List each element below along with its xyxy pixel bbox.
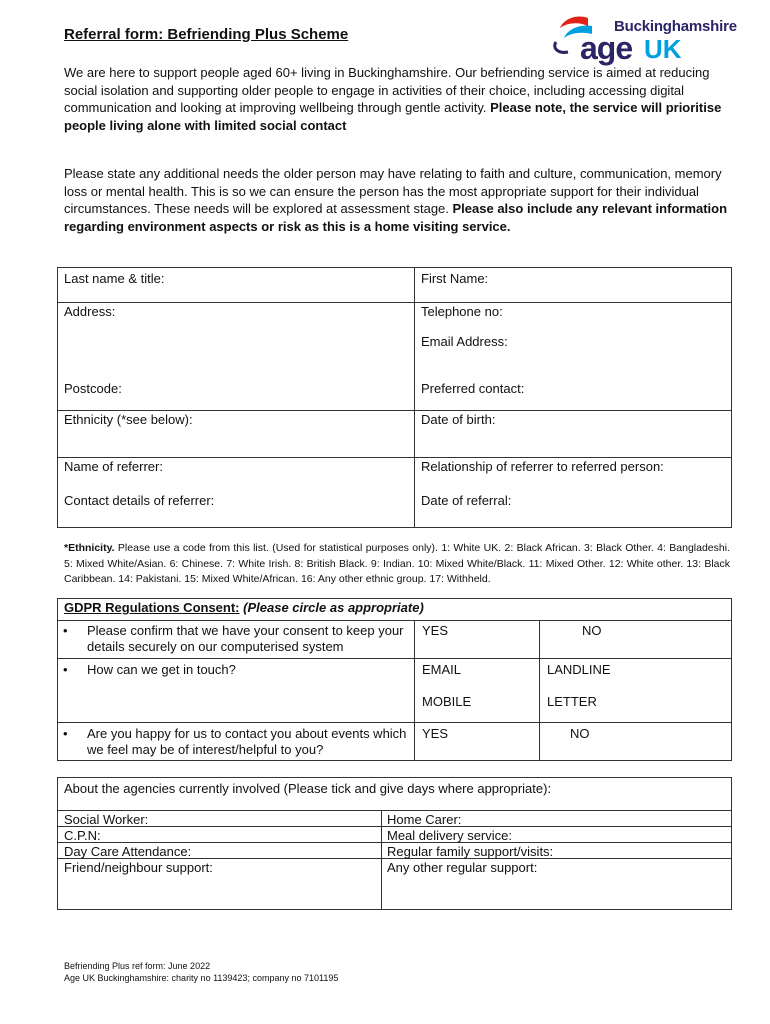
- gdpr-q1-no-label: NO: [582, 623, 602, 638]
- agency-right-label: Regular family support/visits:: [387, 844, 554, 859]
- gdpr-q3-no-option[interactable]: [540, 723, 732, 761]
- form-title: Referral form: Befriending Plus Scheme: [64, 26, 349, 43]
- dob-label: Date of birth:: [421, 412, 496, 427]
- email-label: Email Address:: [421, 334, 508, 349]
- intro-paragraph-1: We are here to support people aged 60+ living in Buckinghamshire. Our befriending service is aimed at reducing social isolation and supporting older people to engage in activities of their choice, including accessing digital communication and looking at improving wellbeing through gentle activity. Please note, the service will prioritise people living alone with limited social contact: [64, 65, 722, 133]
- gdpr-q3-yes-label: YES: [422, 726, 449, 741]
- agency-right-label: Meal delivery service:: [387, 828, 512, 843]
- gdpr-q1-no-option[interactable]: [540, 621, 732, 659]
- postcode-label: Postcode:: [64, 381, 122, 396]
- agency-left-label: Day Care Attendance:: [64, 844, 192, 859]
- personal-details-table: [57, 267, 732, 528]
- address-label: Address:: [64, 304, 116, 319]
- referrer-contact-label: Contact details of referrer:: [64, 493, 215, 508]
- agency-cpn-cell[interactable]: [58, 827, 382, 843]
- last-name-label: Last name & title:: [64, 271, 165, 286]
- logo-uk-text: UK: [644, 34, 682, 64]
- telephone-label: Telephone no:: [421, 304, 503, 319]
- agency-left-label: Social Worker:: [64, 812, 149, 827]
- referrer-name-label: Name of referrer:: [64, 459, 163, 474]
- footer-charity-info: Age UK Buckinghamshire: charity no 1139423; company no 7101195: [64, 973, 339, 983]
- page-footer: [64, 960, 338, 984]
- gdpr-q2-mobile-label: MOBILE: [422, 694, 472, 709]
- agency-left-label: C.P.N:: [64, 828, 101, 843]
- gdpr-heading: GDPR Regulations Consent: (Please circle as appropriate): [64, 600, 424, 615]
- gdpr-q2-email-label: EMAIL: [422, 662, 462, 677]
- relationship-label: Relationship of referrer to referred person:: [421, 459, 664, 474]
- gdpr-instruction: (Please circle as appropriate): [243, 600, 424, 615]
- gdpr-q2-text: How can we get in touch?: [87, 662, 236, 677]
- gdpr-q1-text: Please confirm that we have your consent to keep your details securely on our computerised system: [87, 623, 404, 654]
- gdpr-q1-yes-label: YES: [422, 623, 449, 638]
- ethnicity-codes-note: *Ethnicity. Please use a code from this list. (Used for statistical purposes only). 1: White UK. 2: Black African. 3: Black Other. 4: Bangladeshi. 5: Mixed White/Asian. 6: Chinese. 7: White Irish. 8: British Black. 9: Indian. 10: Mixed White/Black. 11: Mixed Other. 12: White other. 13: Black Caribbean. 14: Pakistani. 15: Mixed White/African. 16: Any other ethnic group. 17: Withheld.: [64, 542, 730, 585]
- logo-county-text: Buckinghamshire: [614, 18, 737, 35]
- agencies-heading: About the agencies currently involved (Please tick and give days where appropriate):: [64, 781, 552, 796]
- priority-note: Please note, the service will prioritise people living alone with limited social contact: [64, 100, 722, 133]
- bullet-icon: •: [63, 623, 68, 638]
- risk-note: Please also include any relevant information regarding environment aspects or risk as this is a home visiting service.: [64, 201, 728, 234]
- intro-paragraph-2: Please state any additional needs the older person may have relating to faith and culture, communication, memory loss or mental health. This is so we can ensure the person has the most appropriate support for their individual circumstances. These needs will be explored at assessment stage. Please also include any relevant information regarding environment aspects or risk as this is a home visiting service.: [64, 166, 728, 234]
- ethnicity-label: Ethnicity (*see below):: [64, 412, 193, 427]
- gdpr-q2-letter-label: LETTER: [547, 694, 597, 709]
- logo-age-text: age: [580, 30, 633, 66]
- referral-date-label: Date of referral:: [421, 493, 512, 508]
- gdpr-q3-no-label: NO: [570, 726, 590, 741]
- agency-right-label: Any other regular support:: [387, 860, 538, 875]
- agency-right-label: Home Carer:: [387, 812, 462, 827]
- age-uk-logo: [548, 12, 742, 68]
- bullet-icon: •: [63, 662, 68, 677]
- agency-left-label: Friend/neighbour support:: [64, 860, 213, 875]
- first-name-label: First Name:: [421, 271, 489, 286]
- gdpr-q3-text: Are you happy for us to contact you about events which we feel may be of interest/helpful to you?: [87, 726, 407, 757]
- preferred-contact-label: Preferred contact:: [421, 381, 525, 396]
- footer-form-version: Befriending Plus ref form: June 2022: [64, 961, 211, 971]
- gdpr-q2-landline-label: LANDLINE: [547, 662, 611, 677]
- bullet-icon: •: [63, 726, 68, 741]
